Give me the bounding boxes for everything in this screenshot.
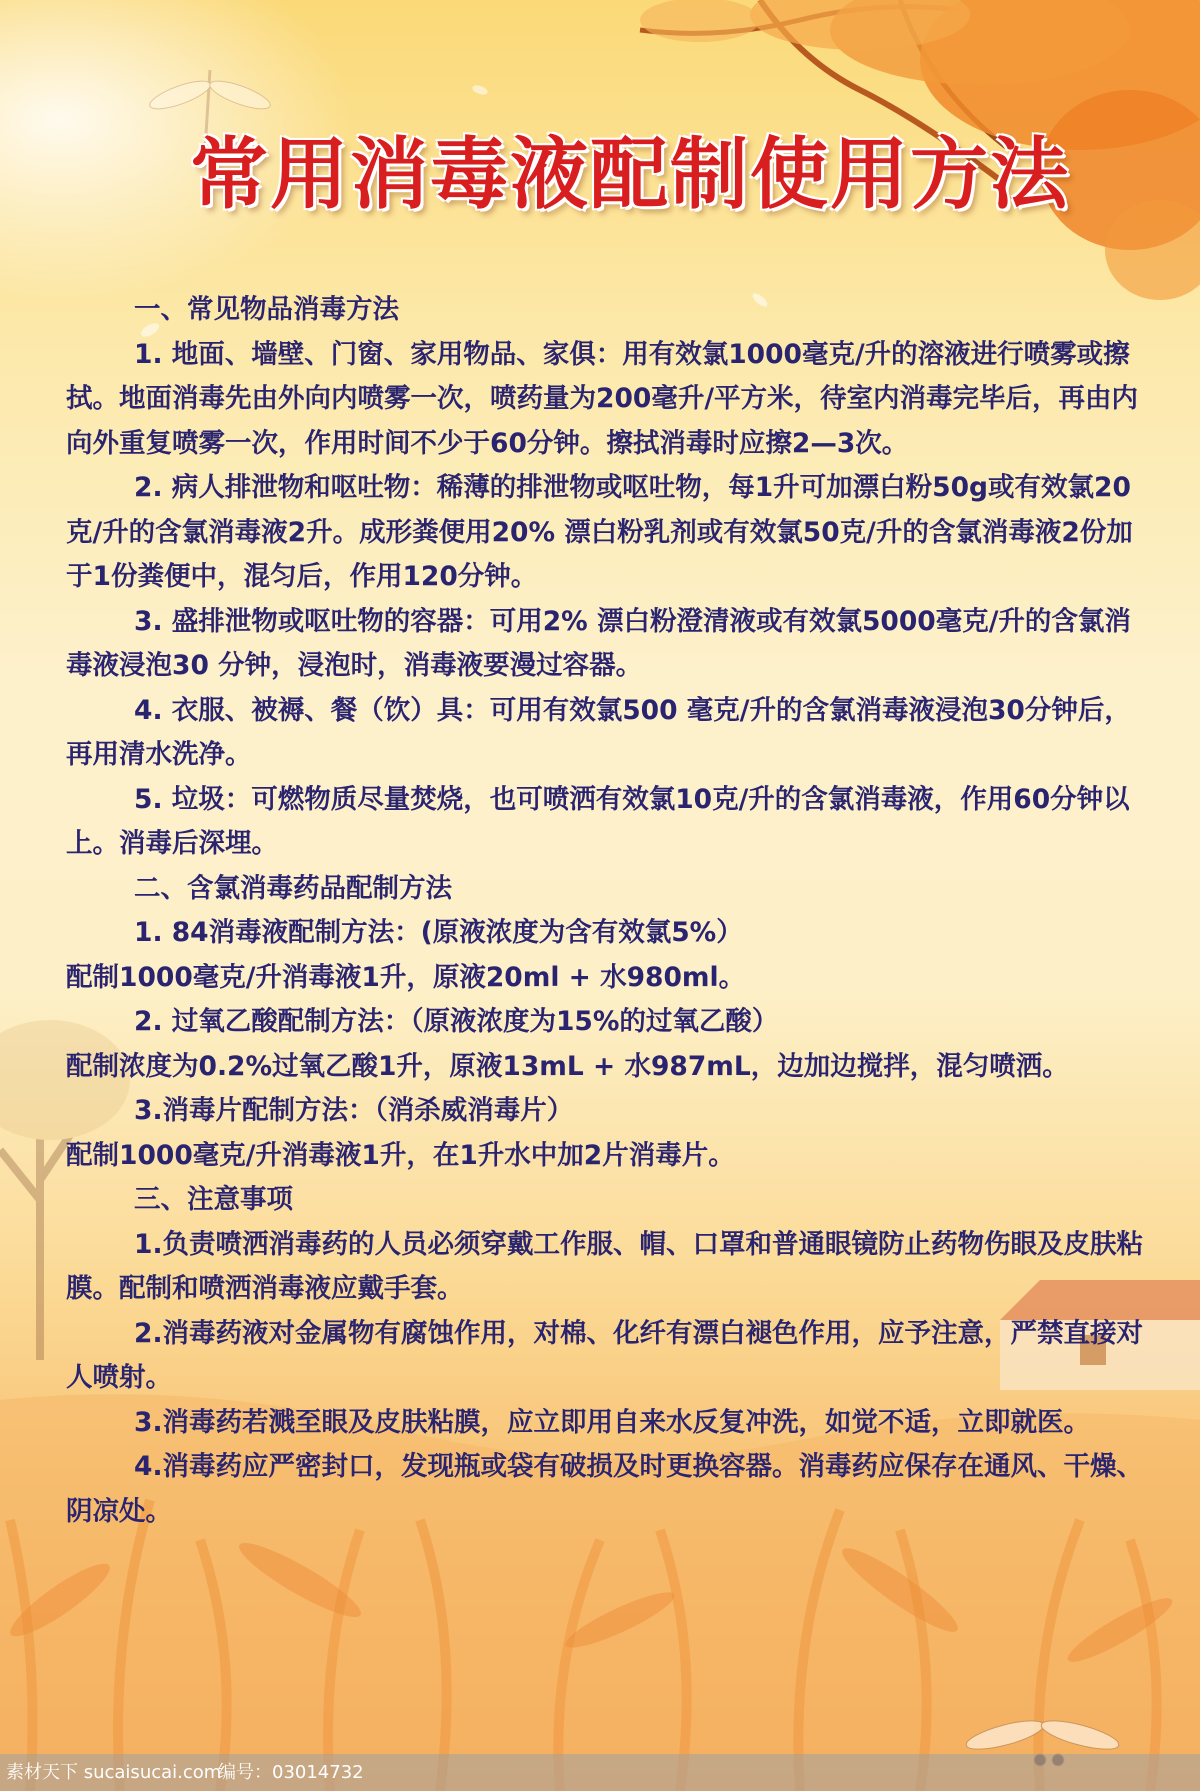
section1-item-5: 5. 垃圾：可燃物质尽量焚烧，也可喷洒有效氯10克/升的含氯消毒液，作用60分钟以上。消毒后深埋。 bbox=[66, 783, 1130, 859]
watermark-bar bbox=[0, 1754, 1200, 1791]
method-2-body: 配制浓度为0.2%过氧乙酸1升，原液13mL + 水987mL，边加边搅拌，混匀喷洒。 bbox=[66, 1050, 1069, 1082]
method-2-title: 2. 过氧乙酸配制方法：（原液浓度为15%的过氧乙酸） bbox=[134, 1006, 779, 1037]
section1-item-4: 4. 衣服、被褥、餐（饮）具：可用有效氯500 毫克/升的含氯消毒液浸泡30分钟后，再用清水洗净。 bbox=[66, 694, 1131, 770]
method-1-title: 1. 84消毒液配制方法：(原液浓度为含有效氯5%） bbox=[134, 917, 743, 948]
section3-item-1: 1.负责喷洒消毒药的人员必须穿戴工作服、帽、口罩和普通眼镜防止药物伤眼及皮肤粘膜。配制和喷洒消毒液应戴手套。 bbox=[66, 1228, 1144, 1304]
method-1-body: 配制1000毫克/升消毒液1升，原液20ml + 水980ml。 bbox=[66, 961, 746, 993]
section-heading-2: 二、含氯消毒药品配制方法 bbox=[134, 872, 452, 904]
method-3-body: 配制1000毫克/升消毒液1升，在1升水中加2片消毒片。 bbox=[66, 1139, 735, 1171]
content-body bbox=[66, 288, 1146, 1534]
page-title: 常用消毒液配制使用方法 bbox=[189, 130, 1070, 220]
method-3-title: 3.消毒片配制方法：（消杀威消毒片） bbox=[134, 1095, 574, 1126]
section1-item-1: 1. 地面、墙壁、门窗、家用物品、家俱：用有效氯1000毫克/升的溶液进行喷雾或擦拭。地面消毒先由外向内喷雾一次，喷药量为200毫升/平方米，待室内消毒完毕后，再由内向外重复喷雾一次，作用时间不少于60分钟。擦拭消毒时应擦2—3次。 bbox=[66, 338, 1138, 459]
section3-item-2: 2.消毒药液对金属物有腐蚀作用，对棉、化纤有漂白褪色作用，应予注意，严禁直接对人喷射。 bbox=[66, 1317, 1144, 1393]
section1-item-2: 2. 病人排泄物和呕吐物：稀薄的排泄物或呕吐物，每1升可加漂白粉50g或有效氯20克/升的含氯消毒液2升。成形粪便用20% 漂白粉乳剂或有效氯50克/升的含氯消毒液2份加于1份粪便中，混匀后，作用120分钟。 bbox=[66, 472, 1133, 592]
section-heading-3: 三、注意事项 bbox=[134, 1184, 293, 1215]
section3-item-3: 3.消毒药若溅至眼及皮肤粘膜，应立即用自来水反复冲洗，如觉不适，立即就医。 bbox=[134, 1406, 1091, 1438]
watermark-code: 编号：03014732 bbox=[218, 1762, 364, 1783]
watermark-site: 素材天下 sucaisucai.com bbox=[6, 1762, 222, 1783]
section1-item-3: 3. 盛排泄物或呕吐物的容器：可用2% 漂白粉澄清液或有效氯5000毫克/升的含氯消毒液浸泡30 分钟，浸泡时，消毒液要漫过容器。 bbox=[66, 605, 1131, 681]
section-heading-1: 一、常见物品消毒方法 bbox=[134, 294, 399, 325]
section3-item-4: 4.消毒药应严密封口，发现瓶或袋有破损及时更换容器。消毒药应保存在通风、干燥、阴凉处。 bbox=[66, 1451, 1144, 1527]
